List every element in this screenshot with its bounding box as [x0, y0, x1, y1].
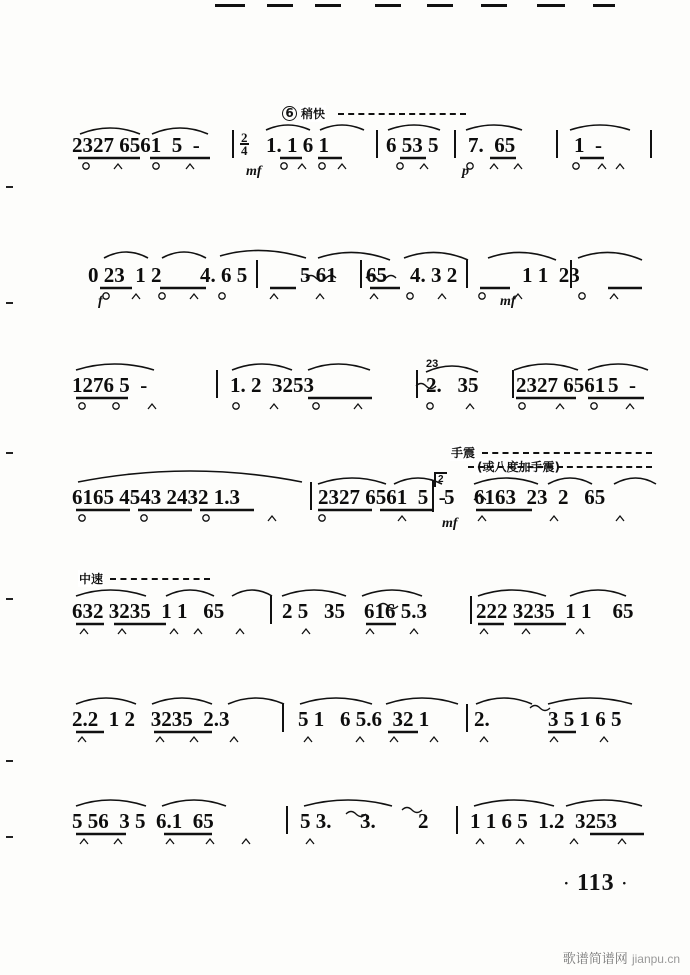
barline	[310, 482, 312, 510]
tempo-mark-label: 稍快	[301, 107, 326, 121]
barline	[216, 370, 218, 398]
measure-notes: 1 1 23	[522, 263, 580, 287]
time-signature	[240, 132, 249, 156]
barline	[282, 704, 284, 732]
measure-notes: 1. 1 6 1	[266, 133, 329, 157]
time-signature-numerator: 2	[241, 130, 248, 145]
time-signature-denominator: 4	[241, 143, 248, 158]
measure-notes: 65	[366, 263, 387, 287]
dynamic-mark: mf	[442, 516, 458, 531]
barline	[376, 130, 378, 158]
edge-tick	[6, 598, 13, 600]
measure-notes: 4. 3 2	[410, 263, 458, 287]
edge-tick	[6, 186, 13, 188]
measure-notes: 5 61	[300, 263, 337, 287]
tempo-dash-line	[338, 113, 466, 115]
dynamic-mark: f	[98, 294, 103, 309]
barline	[466, 704, 468, 732]
measure-notes: 1276 5 -	[72, 373, 148, 397]
measure-notes: 1. 2 3253	[230, 373, 314, 397]
barline	[416, 370, 418, 398]
barline	[286, 806, 288, 834]
music-system-3	[70, 358, 660, 416]
barline	[512, 370, 514, 398]
page-number-dot-right: ·	[621, 875, 628, 893]
music-system-5	[70, 572, 660, 638]
music-system-6	[70, 686, 660, 744]
edge-tick	[6, 836, 13, 838]
measure-notes: 6165 4543 2432 1.3	[72, 485, 240, 509]
measure-notes: 6 53 5	[386, 133, 439, 157]
tempo-mark-label: 手震	[451, 446, 476, 460]
measure-notes: 2327 6561 5 -	[72, 133, 200, 157]
watermark-site-name: 歌谱简谱网	[562, 952, 628, 967]
edge-tick	[6, 452, 13, 454]
watermark-url: jianpu.cn	[631, 952, 680, 966]
ornament-label: 23	[426, 358, 439, 370]
repeat-ending-bracket: 2	[434, 472, 447, 487]
tempo-sub-label: (或八度加手震)	[477, 460, 560, 474]
barline	[270, 596, 272, 624]
measure-notes: 1 -	[574, 133, 602, 157]
measure-notes: 2 5 35	[282, 599, 345, 623]
dynamic-mark: p	[462, 164, 469, 179]
measure-notes: 632 3235 1 1 65	[72, 599, 225, 623]
page-number-value: 113	[576, 870, 615, 896]
music-system-2	[70, 248, 660, 309]
barline	[556, 130, 558, 158]
tempo-dash-line	[482, 452, 652, 454]
measure-notes: 2. 35	[426, 373, 479, 397]
barline	[650, 130, 652, 158]
measure-notes: 4. 6 5	[200, 263, 248, 287]
measure-notes: 5 -	[608, 373, 636, 397]
tempo-dash-line	[110, 578, 210, 580]
barline	[454, 130, 456, 158]
measure-notes: 0 23 1 2	[88, 263, 162, 287]
edge-tick	[6, 302, 13, 304]
barline	[466, 260, 468, 288]
music-system-1	[70, 106, 660, 179]
measure-notes: 2327 6561	[516, 373, 606, 397]
barline	[232, 130, 234, 158]
measure-notes: 2.	[474, 707, 490, 731]
measure-notes: 222 3235 1 1 65	[476, 599, 634, 623]
measure-notes: 2	[418, 809, 429, 833]
dynamic-mark: mf	[246, 164, 262, 179]
measure-notes: 2327 6561 5 -	[318, 485, 446, 509]
section-number-badge: 6	[282, 106, 297, 121]
music-system-4	[70, 446, 660, 531]
page-number-dot-left: ·	[563, 875, 570, 893]
measure-notes: 5	[444, 485, 455, 509]
edge-tick	[6, 760, 13, 762]
measure-notes: 5 1 6 5.6 32 1	[298, 707, 430, 731]
barline	[456, 806, 458, 834]
barline	[470, 596, 472, 624]
tempo-mark-label: 中速	[79, 572, 104, 586]
tempo-dash-line-2	[468, 466, 652, 468]
top-cutoff-notes	[215, 0, 615, 14]
measure-notes: 3 5 1 6 5	[548, 707, 622, 731]
measure-notes: 5 56 3 5 6.1 65	[72, 809, 214, 833]
measure-notes: 616 5.3	[364, 599, 427, 623]
dynamic-mark: mf	[500, 294, 516, 309]
measure-notes: 6163 23 2 65	[474, 485, 606, 509]
page-number	[564, 870, 628, 897]
measure-notes: 7. 65	[468, 133, 516, 157]
barline	[360, 260, 362, 288]
watermark	[563, 948, 680, 967]
measure-notes: 1 1 6 5 1.2 3253	[470, 809, 617, 833]
measure-notes: 2.2 1 2 3235 2.3	[72, 707, 230, 731]
barline	[256, 260, 258, 288]
music-system-7	[70, 790, 660, 848]
measure-notes: 5 3.	[300, 809, 332, 833]
measure-notes: 3.	[360, 809, 376, 833]
